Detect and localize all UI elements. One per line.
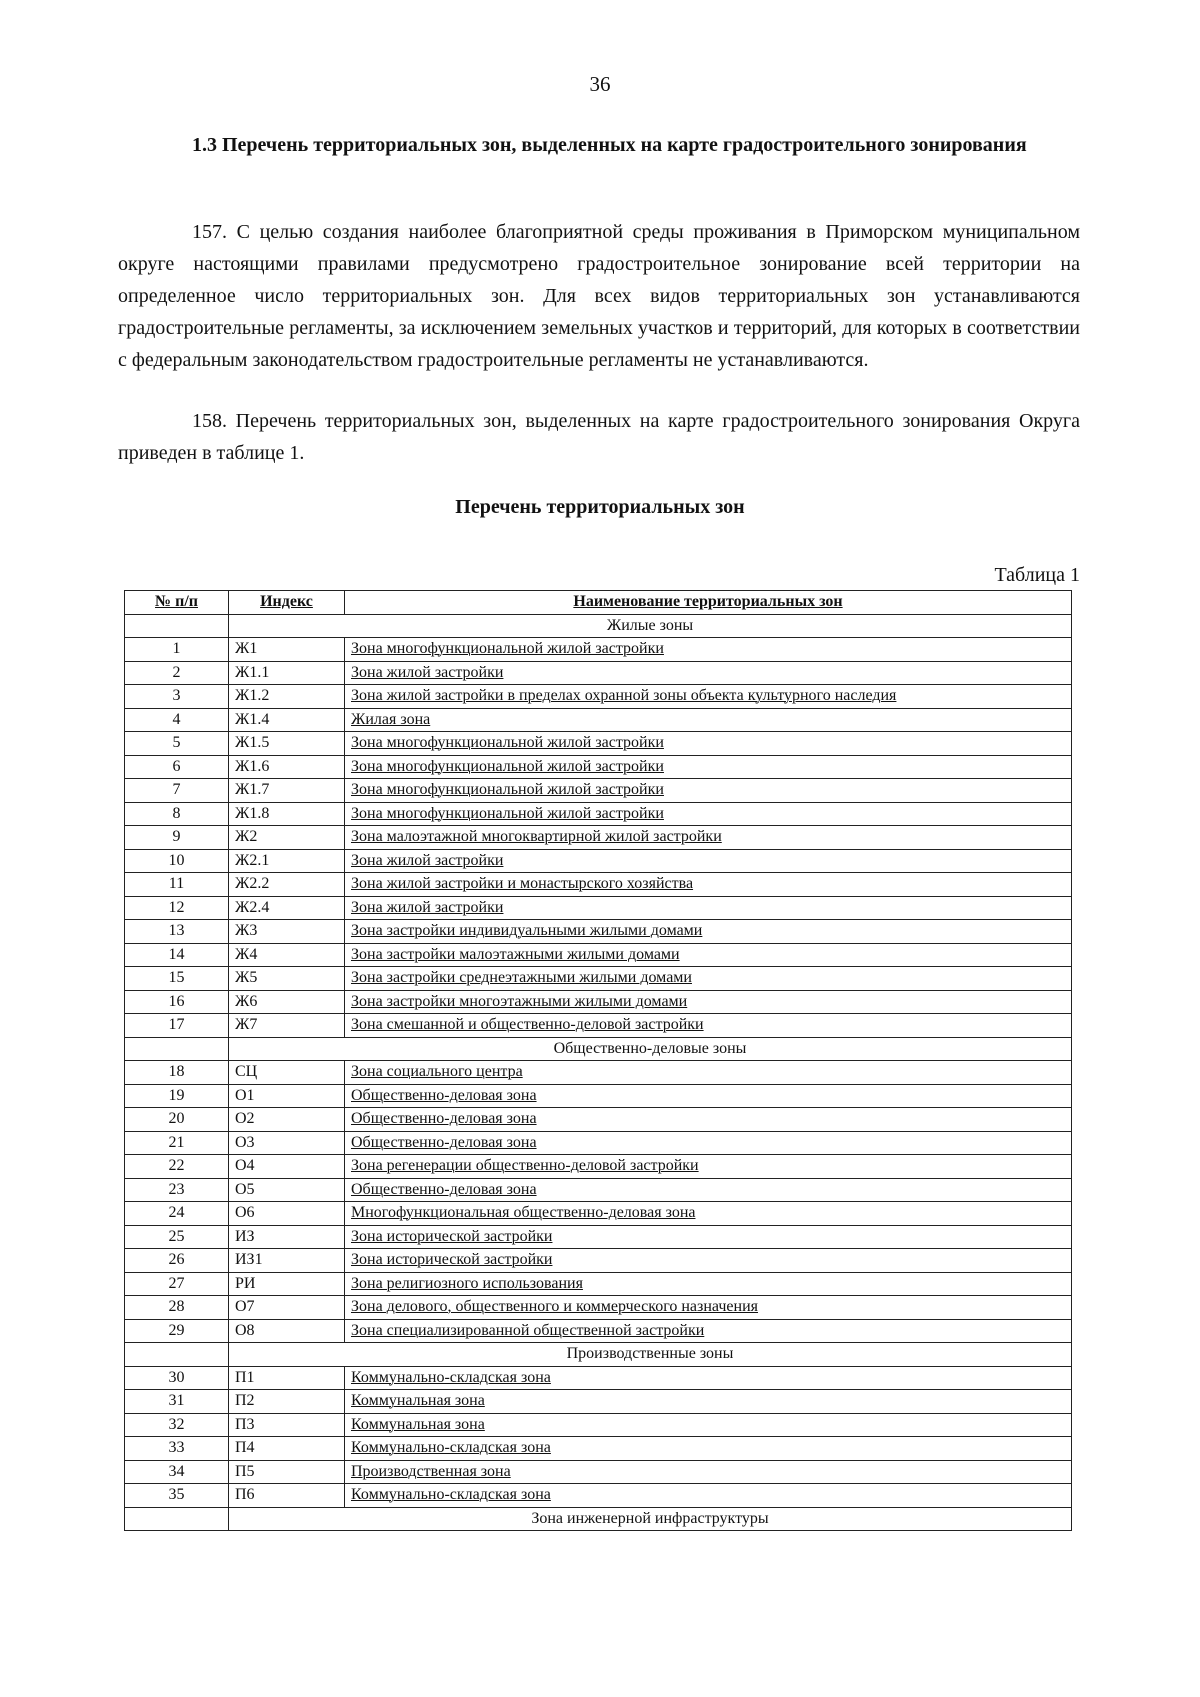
- row-index: Ж5: [229, 967, 345, 991]
- row-zone-name: Жилая зона: [345, 708, 1072, 732]
- row-index: О7: [229, 1296, 345, 1320]
- row-number: 26: [125, 1249, 229, 1273]
- table-row: [125, 990, 1072, 1014]
- row-number: 18: [125, 1061, 229, 1085]
- table-row: [125, 1319, 1072, 1343]
- table-row: [125, 755, 1072, 779]
- section-heading: 1.3 Перечень территориальных зон, выделенных на карте градостроительного зонирования: [192, 134, 1027, 156]
- row-number: 9: [125, 826, 229, 850]
- row-zone-name: Зона жилой застройки: [345, 661, 1072, 685]
- row-number: 32: [125, 1413, 229, 1437]
- row-index: Ж2.4: [229, 896, 345, 920]
- row-number: 35: [125, 1484, 229, 1508]
- table-row: [125, 849, 1072, 873]
- row-number: 6: [125, 755, 229, 779]
- group-title: Производственные зоны: [229, 1343, 1072, 1367]
- row-zone-name: Зона исторической застройки: [345, 1225, 1072, 1249]
- row-zone-name: Коммунально-складская зона: [345, 1484, 1072, 1508]
- table-header-row: [125, 591, 1072, 615]
- row-index: Ж1: [229, 638, 345, 662]
- table-row: [125, 967, 1072, 991]
- row-zone-name: Зона застройки среднеэтажными жилыми домами: [345, 967, 1072, 991]
- table-title: Перечень территориальных зон: [455, 496, 745, 518]
- group-title: Зона инженерной инфраструктуры: [229, 1507, 1072, 1531]
- row-zone-name: Общественно-деловая зона: [345, 1108, 1072, 1132]
- table-row: [125, 826, 1072, 850]
- row-number: 4: [125, 708, 229, 732]
- table-row: [125, 1484, 1072, 1508]
- row-number: 11: [125, 873, 229, 897]
- row-index: Ж4: [229, 943, 345, 967]
- table-row: [125, 1272, 1072, 1296]
- row-zone-name: Коммунально-складская зона: [345, 1366, 1072, 1390]
- row-number: 25: [125, 1225, 229, 1249]
- row-zone-name: Зона жилой застройки: [345, 849, 1072, 873]
- row-index: О6: [229, 1202, 345, 1226]
- row-zone-name: Зона жилой застройки в пределах охранной зоны объекта культурного наследия: [345, 685, 1072, 709]
- row-index: Ж7: [229, 1014, 345, 1038]
- row-index: СЦ: [229, 1061, 345, 1085]
- table-caption: Таблица 1: [994, 564, 1080, 586]
- table-row: [125, 1061, 1072, 1085]
- table-row: [125, 638, 1072, 662]
- row-zone-name: Зона жилой застройки и монастырского хозяйства: [345, 873, 1072, 897]
- table-row: [125, 1249, 1072, 1273]
- row-index: О3: [229, 1131, 345, 1155]
- row-index: О2: [229, 1108, 345, 1132]
- row-number: 20: [125, 1108, 229, 1132]
- row-number: 15: [125, 967, 229, 991]
- row-zone-name: Зона многофункциональной жилой застройки: [345, 755, 1072, 779]
- table-row: [125, 1155, 1072, 1179]
- table-row: [125, 1460, 1072, 1484]
- table-row: [125, 1413, 1072, 1437]
- group-row: [125, 1037, 1072, 1061]
- row-index: П3: [229, 1413, 345, 1437]
- row-zone-name: Зона застройки малоэтажными жилыми домами: [345, 943, 1072, 967]
- paragraph-158: 158. Перечень территориальных зон, выделенных на карте градостроительного зонирования Округа приведен в таблице 1.: [118, 410, 1080, 464]
- row-zone-name: Зона регенерации общественно-деловой застройки: [345, 1155, 1072, 1179]
- row-zone-name: Общественно-деловая зона: [345, 1084, 1072, 1108]
- group-empty-cell: [125, 1343, 229, 1367]
- row-zone-name: Зона многофункциональной жилой застройки: [345, 732, 1072, 756]
- page-number: 36: [589, 72, 611, 96]
- table-row: [125, 1108, 1072, 1132]
- row-number: 17: [125, 1014, 229, 1038]
- row-index: О5: [229, 1178, 345, 1202]
- row-index: Ж3: [229, 920, 345, 944]
- row-index: О1: [229, 1084, 345, 1108]
- table-row: [125, 873, 1072, 897]
- row-number: 10: [125, 849, 229, 873]
- table-row: [125, 1437, 1072, 1461]
- table-row: [125, 1084, 1072, 1108]
- table-row: [125, 685, 1072, 709]
- row-number: 28: [125, 1296, 229, 1320]
- row-index: О4: [229, 1155, 345, 1179]
- row-index: П1: [229, 1366, 345, 1390]
- table-row: [125, 1131, 1072, 1155]
- row-number: 13: [125, 920, 229, 944]
- row-zone-name: Зона делового, общественного и коммерческого назначения: [345, 1296, 1072, 1320]
- header-zone-name: Наименование территориальных зон: [345, 591, 1072, 615]
- row-number: 19: [125, 1084, 229, 1108]
- row-zone-name: Зона малоэтажной многоквартирной жилой застройки: [345, 826, 1072, 850]
- row-index: РИ: [229, 1272, 345, 1296]
- group-empty-cell: [125, 1037, 229, 1061]
- row-zone-name: Общественно-деловая зона: [345, 1178, 1072, 1202]
- row-number: 8: [125, 802, 229, 826]
- row-number: 34: [125, 1460, 229, 1484]
- row-number: 14: [125, 943, 229, 967]
- row-index: Ж1.1: [229, 661, 345, 685]
- header-number: № п/п: [125, 591, 229, 615]
- row-index: Ж1.7: [229, 779, 345, 803]
- table-row: [125, 1390, 1072, 1414]
- row-index: Ж2.2: [229, 873, 345, 897]
- row-zone-name: Зона многофункциональной жилой застройки: [345, 638, 1072, 662]
- header-index: Индекс: [229, 591, 345, 615]
- table-row: [125, 661, 1072, 685]
- row-index: ИЗ1: [229, 1249, 345, 1273]
- row-index: ИЗ: [229, 1225, 345, 1249]
- group-row: [125, 614, 1072, 638]
- row-index: П2: [229, 1390, 345, 1414]
- row-number: 12: [125, 896, 229, 920]
- row-zone-name: Производственная зона: [345, 1460, 1072, 1484]
- table-row: [125, 708, 1072, 732]
- group-empty-cell: [125, 1507, 229, 1531]
- zones-table: [124, 590, 1072, 1531]
- table-row: [125, 1225, 1072, 1249]
- row-zone-name: Зона исторической застройки: [345, 1249, 1072, 1273]
- row-zone-name: Зона специализированной общественной застройки: [345, 1319, 1072, 1343]
- row-number: 24: [125, 1202, 229, 1226]
- row-number: 5: [125, 732, 229, 756]
- row-number: 1: [125, 638, 229, 662]
- row-number: 23: [125, 1178, 229, 1202]
- group-empty-cell: [125, 614, 229, 638]
- row-number: 16: [125, 990, 229, 1014]
- row-number: 27: [125, 1272, 229, 1296]
- row-number: 30: [125, 1366, 229, 1390]
- table-row: [125, 732, 1072, 756]
- table-row: [125, 1366, 1072, 1390]
- paragraph-157: 157. С целью создания наиболее благоприятной среды проживания в Приморском муниципальном округе настоящими правилами предусмотрено градостроительное зонирование всей территории на определенное число территориальных зон. Для всех видов территориальных зон устанавливаются градостроительные регламенты, за исключением земельных участков и территорий, для которых в соответствии с федеральным законодательством градостроительные регламенты не устанавливаются.: [118, 221, 1080, 371]
- row-zone-name: Зона многофункциональной жилой застройки: [345, 802, 1072, 826]
- row-zone-name: Многофункциональная общественно-деловая зона: [345, 1202, 1072, 1226]
- group-title: Жилые зоны: [229, 614, 1072, 638]
- row-number: 21: [125, 1131, 229, 1155]
- row-index: П4: [229, 1437, 345, 1461]
- row-zone-name: Зона жилой застройки: [345, 896, 1072, 920]
- row-number: 22: [125, 1155, 229, 1179]
- row-zone-name: Зона многофункциональной жилой застройки: [345, 779, 1072, 803]
- row-zone-name: Зона социального центра: [345, 1061, 1072, 1085]
- row-index: П6: [229, 1484, 345, 1508]
- row-zone-name: Общественно-деловая зона: [345, 1131, 1072, 1155]
- row-number: 3: [125, 685, 229, 709]
- row-zone-name: Зона застройки многоэтажными жилыми домами: [345, 990, 1072, 1014]
- row-index: Ж1.4: [229, 708, 345, 732]
- zones-table-body: [125, 614, 1072, 1531]
- row-index: Ж6: [229, 990, 345, 1014]
- row-index: Ж1.6: [229, 755, 345, 779]
- row-index: Ж2.1: [229, 849, 345, 873]
- table-row: [125, 802, 1072, 826]
- row-number: 7: [125, 779, 229, 803]
- row-zone-name: Зона застройки индивидуальными жилыми домами: [345, 920, 1072, 944]
- row-zone-name: Зона религиозного использования: [345, 1272, 1072, 1296]
- group-title: Общественно-деловые зоны: [229, 1037, 1072, 1061]
- row-index: Ж2: [229, 826, 345, 850]
- table-row: [125, 920, 1072, 944]
- row-zone-name: Зона смешанной и общественно-деловой застройки: [345, 1014, 1072, 1038]
- row-index: О8: [229, 1319, 345, 1343]
- table-row: [125, 1014, 1072, 1038]
- table-row: [125, 943, 1072, 967]
- table-row: [125, 896, 1072, 920]
- table-row: [125, 1296, 1072, 1320]
- row-zone-name: Коммунальная зона: [345, 1390, 1072, 1414]
- row-zone-name: Коммунально-складская зона: [345, 1437, 1072, 1461]
- table-row: [125, 1202, 1072, 1226]
- table-row: [125, 779, 1072, 803]
- group-row: [125, 1507, 1072, 1531]
- row-number: 33: [125, 1437, 229, 1461]
- group-row: [125, 1343, 1072, 1367]
- row-index: Ж1.8: [229, 802, 345, 826]
- row-number: 29: [125, 1319, 229, 1343]
- row-index: П5: [229, 1460, 345, 1484]
- row-number: 31: [125, 1390, 229, 1414]
- row-zone-name: Коммунальная зона: [345, 1413, 1072, 1437]
- table-row: [125, 1178, 1072, 1202]
- row-index: Ж1.5: [229, 732, 345, 756]
- row-index: Ж1.2: [229, 685, 345, 709]
- row-number: 2: [125, 661, 229, 685]
